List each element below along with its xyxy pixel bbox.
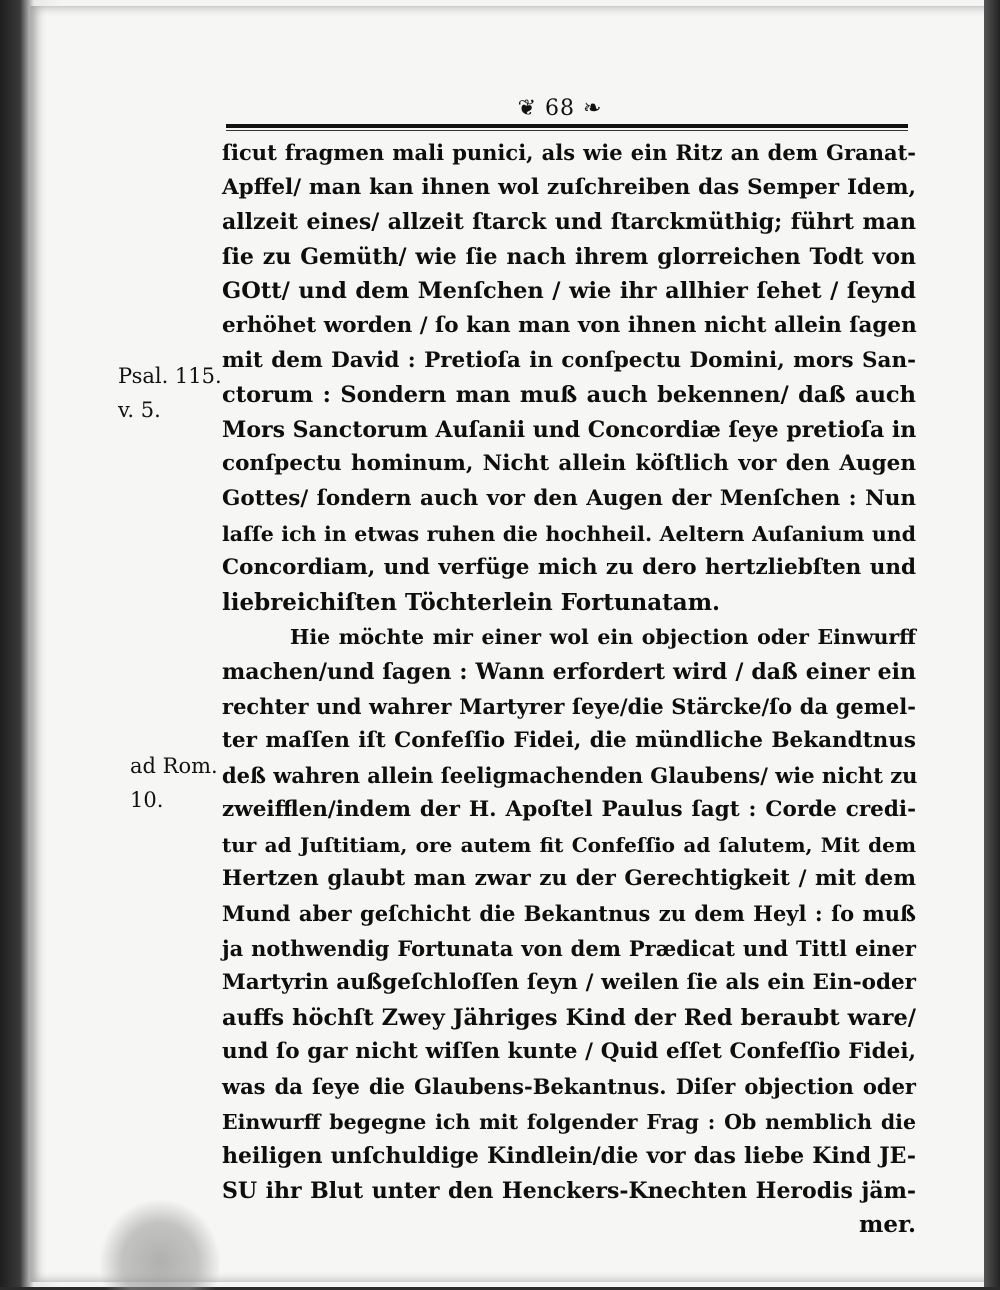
text-line: Martyrin außgeſchloſſen ſeyn / weilen ſie als ein Ein-oder — [222, 970, 916, 996]
text-line: deß wahren allein ſeeligmachenden Glaubens/ wie nicht zu — [222, 762, 918, 788]
page-number-header — [490, 96, 630, 121]
ornament-right-icon: ❧ — [583, 96, 603, 121]
margin-note-chapter: 10. — [130, 788, 164, 812]
body-text — [222, 136, 916, 1243]
text-line: Gottes/ ſondern auch vor den Augen der Menſchen : Nun — [222, 485, 916, 511]
text-line: allzeit eines/ allzeit ſtarck und ſtarckmüthig; führt man — [222, 209, 916, 236]
ornament-left-icon: ❦ — [517, 96, 537, 121]
text-line: ctorum : Sondern man muß auch bekennen/ daß auch — [222, 382, 916, 409]
margin-note-psalm: Psal. 115. — [118, 364, 222, 388]
text-line: mit dem David : Pretioſa in conſpectu Domini, mors San- — [222, 347, 916, 373]
thumb-shadow — [100, 1200, 220, 1290]
text-line: Apffel/ man kan ihnen wol zuſchreiben das Semper Idem, — [222, 174, 916, 200]
text-line: ſie zu Gemüth/ wie ſie nach ihrem glorreichen Todt von — [222, 243, 916, 270]
text-line: und ſo gar nicht wiſſen kunte / Quid eſſet Confeſſio Fidei, — [222, 1039, 916, 1065]
margin-note-verse: v. 5. — [118, 398, 161, 422]
text-line: heiligen unſchuldige Kindlein/die vor das liebe Kind JE- — [222, 1143, 916, 1170]
text-line: Mors Sanctorum Auſanii und Concordiæ ſeye pretioſa in — [222, 416, 917, 443]
text-line: erhöhet worden / ſo kan man von ihnen nicht allein ſagen — [222, 312, 917, 338]
text-line: Hie möchte mir einer wol ein objection oder Einwurff — [290, 625, 916, 650]
text-line: Hertzen glaubt man zwar zu der Gerechtigkeit / mit dem — [222, 866, 916, 892]
text-line: laſſe ich in etwas ruhen die hochheil. Aeltern Auſanium und — [222, 521, 916, 546]
header-rule-thin — [226, 130, 908, 131]
text-line: ter maſſen iſt Confeſſio Fidei, die mündliche Bekandtnus — [222, 728, 916, 754]
text-line: Einwurff begegne ich mit folgender Frag : Ob nemblich die — [222, 1109, 916, 1134]
text-line: auffs höchſt Zwey Jähriges Kind der Red beraubt ware/ — [222, 1004, 916, 1031]
margin-note-ad-rom: ad Rom. — [130, 754, 218, 778]
text-line: Mund aber geſchicht die Bekantnus zu dem Heyl : ſo muß — [222, 901, 916, 927]
text-line: GOtt/ und dem Menſchen / wie ihr allhier ſehet / ſeynd — [222, 278, 916, 305]
text-line: SU ihr Blut unter den Henckers-Knechten Herodis jäm- — [222, 1177, 916, 1204]
text-line: Concordiam, und verfüge mich zu dero hertzliebſten und — [222, 555, 916, 581]
text-line: was da ſeye die Glaubens-Bekantnus. Diſer objection oder — [222, 1074, 916, 1100]
text-line: conſpectu hominum, Nicht allein köſtlich vor den Augen — [222, 451, 916, 477]
header-rule — [226, 124, 908, 128]
book-edge-shadow — [984, 0, 1000, 1287]
text-line: ſicut fragmen mali punici, als wie ein Ritz an dem Granat- — [222, 140, 916, 165]
text-line: tur ad Juſtitiam, ore autem fit Confeſſio ad ſalutem, Mit dem — [222, 832, 916, 857]
page-number: 68 — [545, 96, 575, 121]
text-line: rechter und wahrer Martyrer ſeye/die Stärcke/ſo da gemel- — [222, 693, 916, 719]
text-line: machen/und ſagen : Wann erfordert wird / daß einer ein — [222, 658, 916, 685]
text-line: liebreichiſten Töchterlein Fortunatam. — [222, 588, 721, 616]
catchword: mer. — [859, 1211, 916, 1239]
text-line: ja nothwendig Fortunata von dem Prædicat und Tittl einer — [222, 935, 916, 961]
text-line: zweifflen/indem der H. Apoſtel Paulus ſagt : Corde credi- — [222, 797, 916, 823]
